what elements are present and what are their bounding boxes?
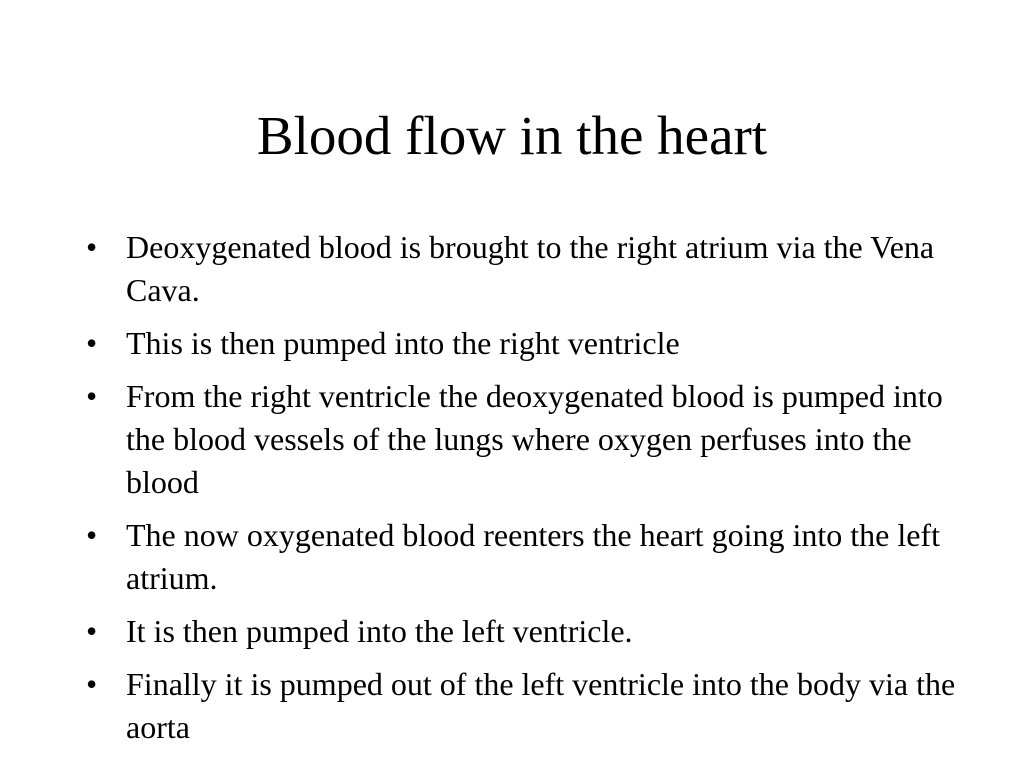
bullet-marker: • (86, 666, 98, 702)
bullet-marker: • (86, 378, 98, 414)
bullet-text: This is then pumped into the right ventricle (126, 325, 680, 361)
bullet-text: The now oxygenated blood reenters the heart going into the left atrium. (126, 517, 940, 596)
bullet-marker: • (86, 613, 98, 649)
bullet-list (86, 226, 956, 759)
bullet-item (86, 610, 956, 653)
bullet-marker: • (86, 229, 98, 265)
bullet-marker: • (86, 517, 98, 553)
bullet-item (86, 375, 956, 504)
bullet-text: From the right ventricle the deoxygenated blood is pumped into the blood vessels of the lungs where oxygen perfuses into the blood (126, 378, 943, 500)
bullet-item (86, 663, 956, 749)
bullet-item (86, 226, 956, 312)
slide-title: Blood flow in the heart (256, 105, 768, 166)
bullet-text: Deoxygenated blood is brought to the right atrium via the Vena Cava. (126, 229, 935, 308)
bullet-item (86, 322, 956, 365)
bullet-item (86, 514, 956, 600)
bullet-marker: • (86, 325, 98, 361)
bullet-text: It is then pumped into the left ventricle. (126, 613, 633, 649)
bullet-text: Finally it is pumped out of the left ventricle into the body via the aorta (126, 666, 956, 745)
